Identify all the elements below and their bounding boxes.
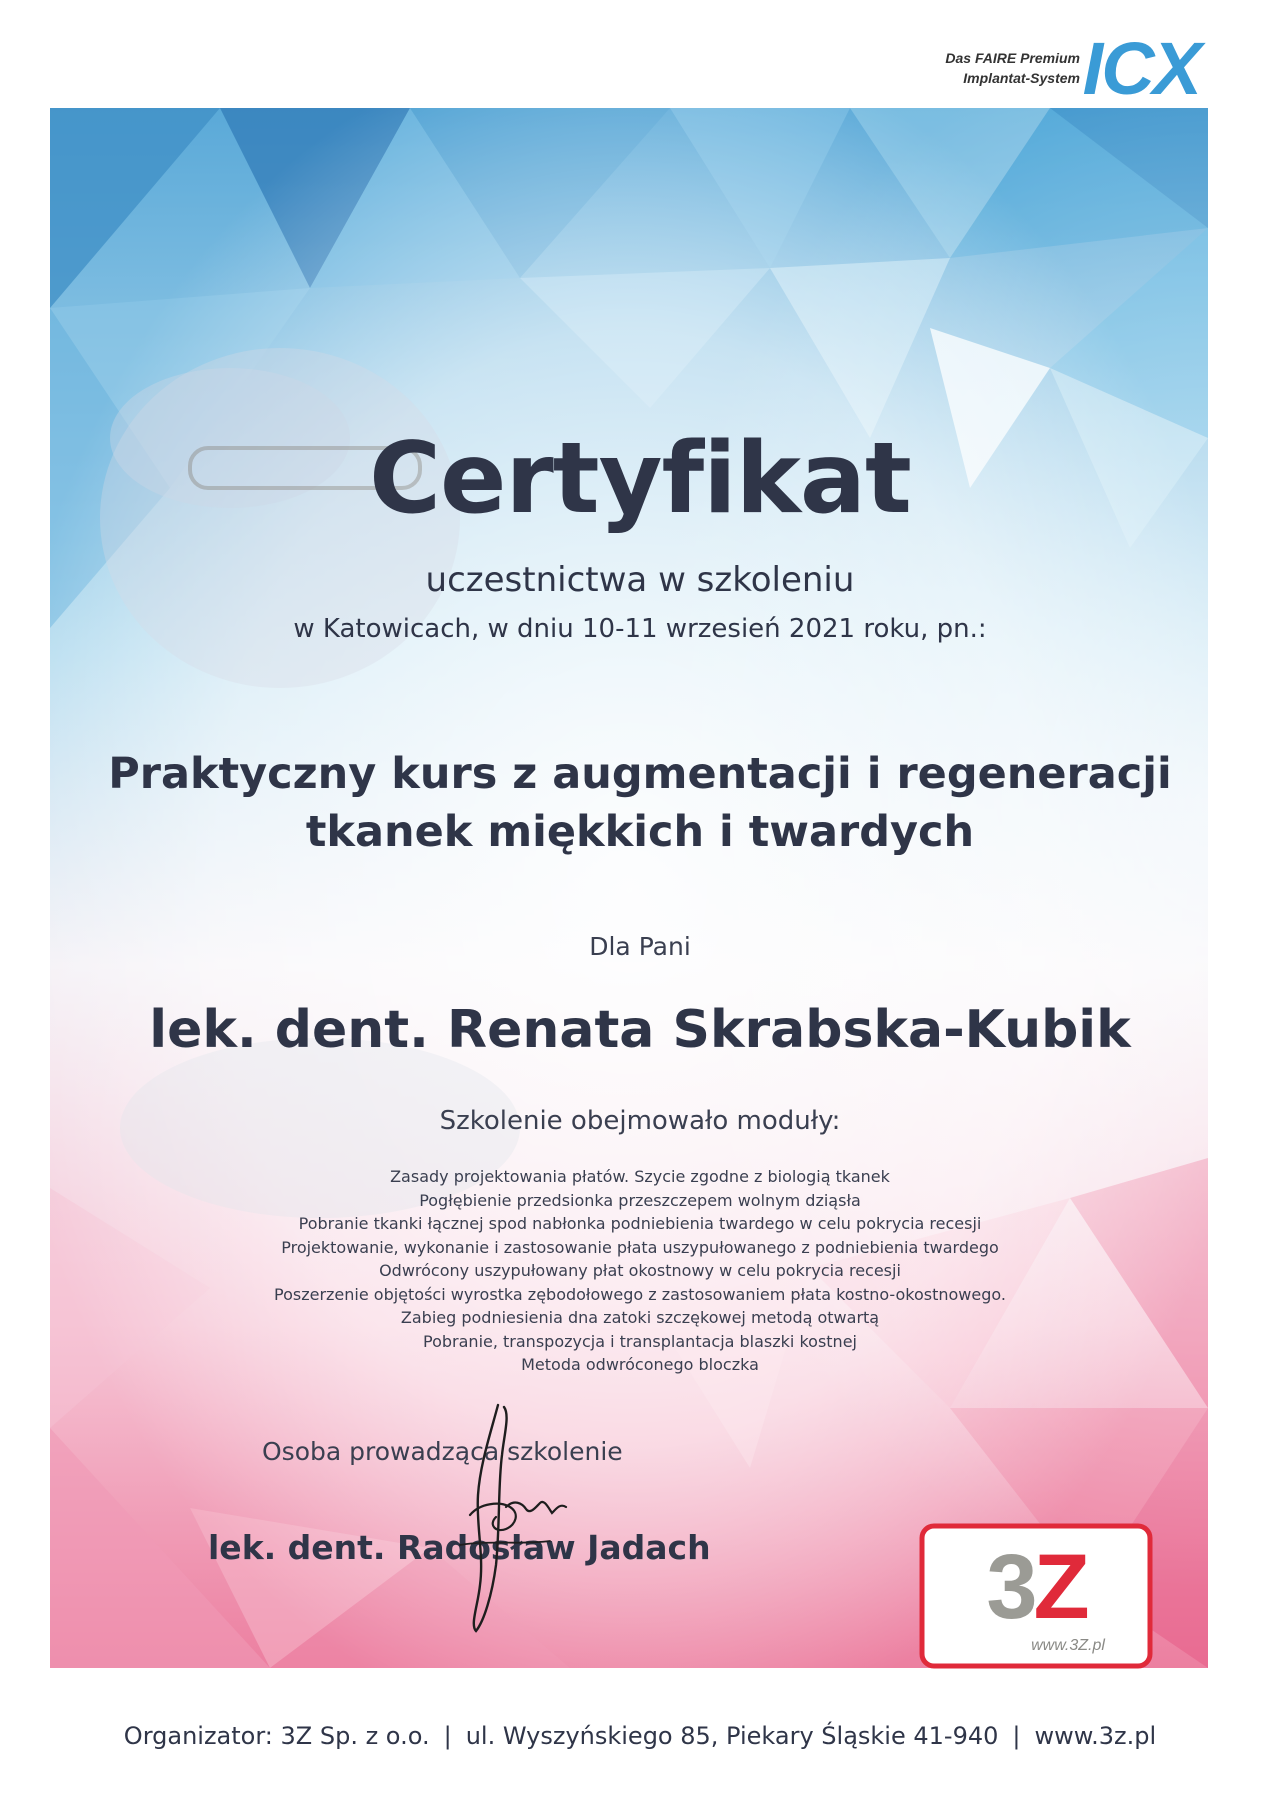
course-leader-label: Osoba prowadząca szkolenie — [262, 1437, 623, 1466]
module-item: Projektowanie, wykonanie i zastosowanie płata uszypułowanego z podniebienia twardego — [281, 1237, 999, 1257]
certificate-date-line: w Katowicach, w dniu 10-11 wrzesień 2021 roku, pn.: — [293, 614, 987, 644]
icx-logo-line1: Das FAIRE Premium — [945, 50, 1080, 66]
footer-separator: | — [443, 1722, 452, 1750]
module-item: Odwrócony uszypułowany płat okostnowy w celu pokrycia recesji — [379, 1261, 901, 1280]
module-item: Zabieg podniesienia dna zatoki szczękowej metodą otwartą — [400, 1308, 880, 1327]
signature-image — [440, 1395, 590, 1635]
background-geometric-panel — [50, 108, 1208, 1668]
icx-logo-wordmark: ICX — [1082, 27, 1200, 110]
recipient-prefix: Dla Pani — [589, 932, 691, 961]
module-item: Pobranie, transpozycja i transplantacja blaszki kostnej — [423, 1331, 857, 1351]
course-leader-name: lek. dent. Radosław Jadach — [208, 1528, 711, 1567]
modules-list — [0, 1165, 1280, 1377]
module-item: Metoda odwróconego bloczka — [521, 1355, 759, 1374]
module-item: Poszerzenie objętości wyrostka zębodołowego z zastosowaniem płata kostno-okostnowego. — [274, 1284, 1006, 1304]
modules-heading: Szkolenie obejmowało moduły: — [439, 1106, 841, 1136]
module-item: Pobranie tkanki łącznej spod nabłonka podniebienia twardego w celu pokrycia recesji — [298, 1214, 982, 1233]
footer-separator: | — [1012, 1722, 1021, 1750]
3z-logo — [918, 1522, 1154, 1670]
3z-logo-url: www.3Z.pl — [1031, 1637, 1105, 1654]
recipient-name: lek. dent. Renata Skrabska-Kubik — [149, 1000, 1131, 1060]
footer-organizer: Organizator: 3Z Sp. z o.o. — [123, 1722, 430, 1750]
certificate-title: Certyfikat — [369, 422, 911, 536]
course-title-line2: tkanek miękkich i twardych — [305, 807, 975, 857]
footer-website: www.3z.pl — [1034, 1722, 1157, 1750]
3z-logo-mark: 3Z — [986, 1536, 1086, 1638]
course-title-line1: Praktyczny kurs z augmentacji i regeneracji — [108, 749, 1172, 799]
footer-address: ul. Wyszyńskiego 85, Piekary Śląskie 41-940 — [465, 1722, 999, 1750]
background-pattern — [50, 108, 1208, 1668]
module-item: Zasady projektowania płatów. Szycie zgodne z biologią tkanek — [390, 1167, 890, 1186]
3z-logo-letter-z: Z — [1033, 1536, 1086, 1638]
icx-logo — [890, 27, 1200, 110]
certificate-subtitle: uczestnictwa w szkoleniu — [425, 560, 855, 600]
module-item: Pogłębienie przedsionka przeszczepem wolnym dziąsła — [419, 1190, 861, 1210]
course-title — [0, 745, 1280, 861]
icx-logo-line2: Implantat-System — [963, 70, 1080, 86]
footer — [0, 1722, 1280, 1750]
